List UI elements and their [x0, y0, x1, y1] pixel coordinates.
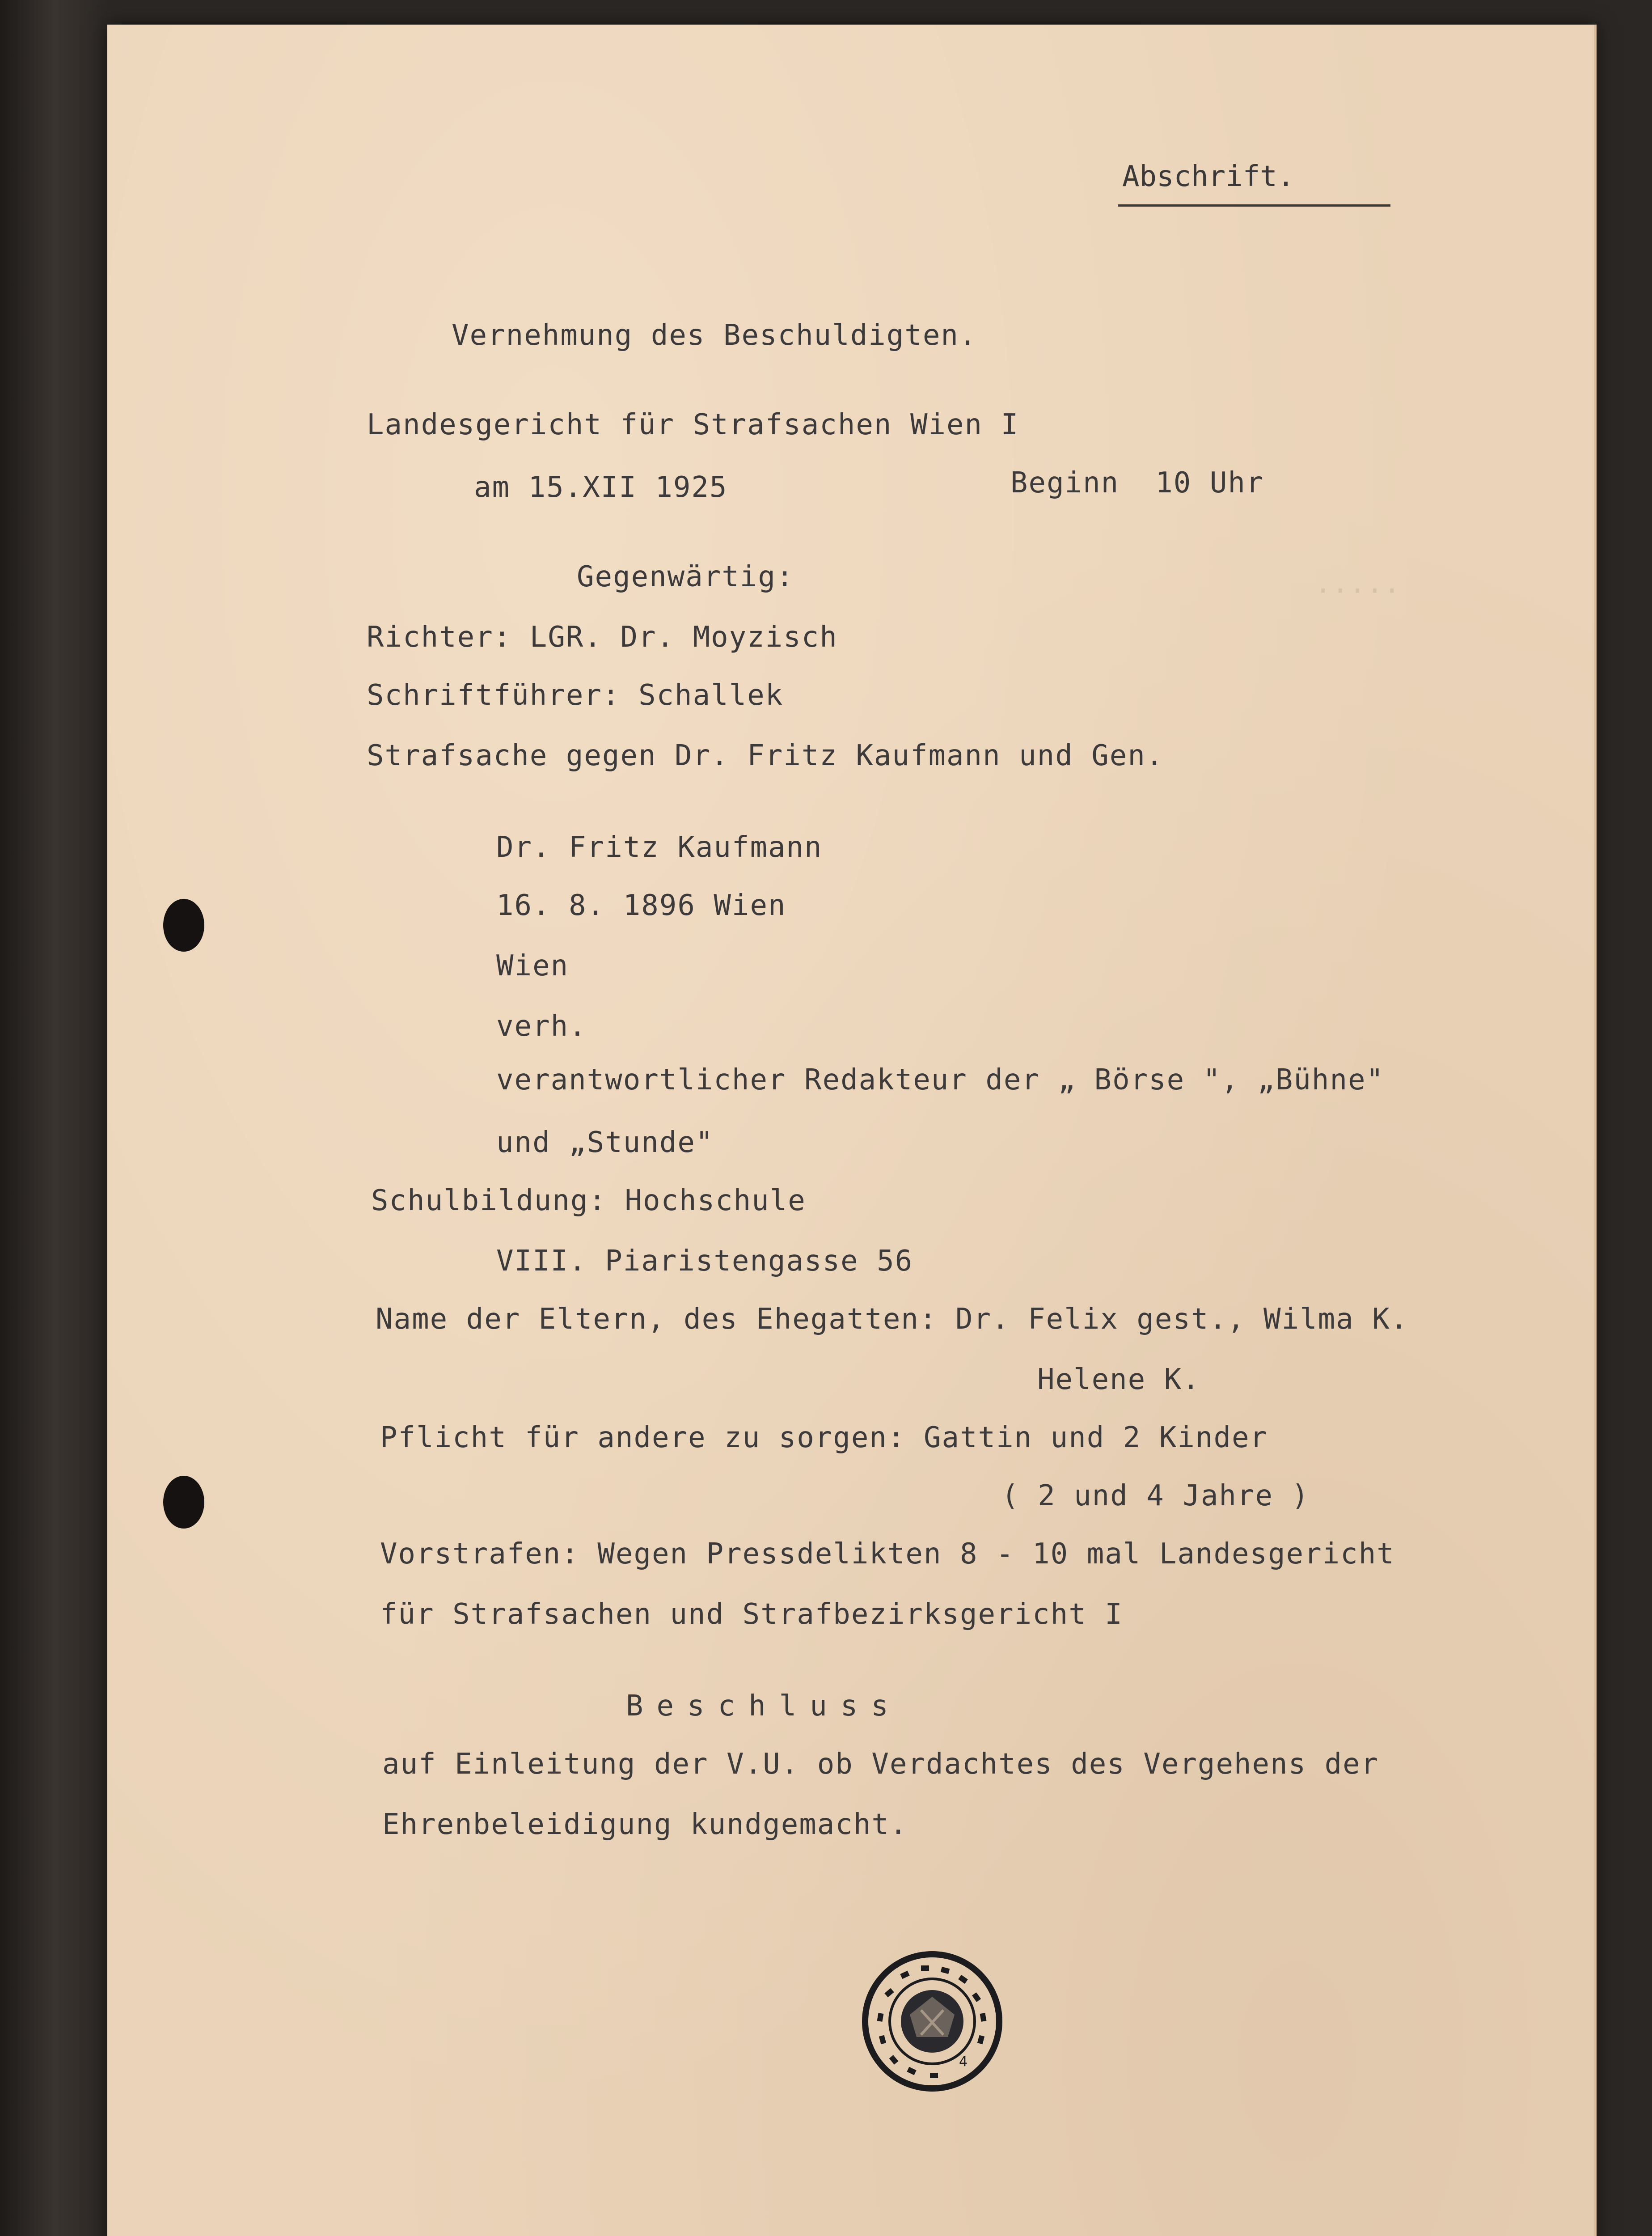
present-heading: Gegenwärtig:	[577, 560, 794, 593]
library-stamp-seal-icon	[858, 1948, 1006, 2095]
prior-convictions-line-2: für Strafsachen und Strafbezirksgericht I	[380, 1598, 1123, 1631]
parents-spouse-line-2: Helene K.	[1037, 1363, 1200, 1396]
duty-of-care-line-1: Pflicht für andere zu sorgen: Gattin und 2 Kinder	[380, 1421, 1268, 1454]
library-stamp	[858, 1948, 1006, 2095]
defendant-education: Schulbildung: Hochschule	[371, 1184, 806, 1217]
defendant-occupation-1: verantwortlicher Redakteur der „ Börse ", „Bühne"	[496, 1063, 1385, 1097]
judge-line: Richter: LGR. Dr. Moyzisch	[367, 621, 838, 654]
document-page	[107, 25, 1597, 2236]
defendant-address: VIII. Piaristengasse 56	[496, 1245, 913, 1278]
copy-label-underline	[1118, 204, 1390, 207]
prior-convictions-line-1: Vorstrafen: Wegen Pressdelikten 8 - 10 mal Landesgericht	[380, 1537, 1395, 1571]
court-name: Landesgericht für Strafsachen Wien I	[367, 408, 1019, 441]
defendant-residence: Wien	[496, 949, 569, 982]
punch-hole-lower	[163, 1476, 204, 1529]
case-line: Strafsache gegen Dr. Fritz Kaufmann und Gen.	[367, 739, 1164, 772]
copy-label: Abschrift.	[1122, 160, 1295, 193]
bleed-through-text: ·····	[1314, 575, 1401, 608]
resolution-line-1: auf Einleitung der V.U. ob Verdachtes des Vergehens der	[382, 1748, 1379, 1781]
resolution-heading: Beschluss	[626, 1690, 902, 1723]
defendant-marital-status: verh.	[496, 1010, 587, 1043]
svg-text:4: 4	[959, 2054, 968, 2070]
hearing-date: am 15.XII 1925	[474, 471, 728, 504]
defendant-occupation-2: und „Stunde"	[496, 1126, 714, 1159]
duty-of-care-line-2: ( 2 und 4 Jahre )	[1001, 1479, 1310, 1512]
resolution-line-2: Ehrenbeleidigung kundgemacht.	[382, 1808, 908, 1841]
document-title: Vernehmung des Beschuldigten.	[452, 319, 977, 352]
clerk-line: Schriftführer: Schallek	[367, 679, 784, 712]
start-time: Beginn 10 Uhr	[1010, 466, 1264, 500]
defendant-birth: 16. 8. 1896 Wien	[496, 889, 786, 922]
defendant-name: Dr. Fritz Kaufmann	[496, 831, 823, 864]
punch-hole-upper	[163, 899, 204, 952]
parents-spouse-line-1: Name der Eltern, des Ehegatten: Dr. Felix gest., Wilma K.	[376, 1303, 1409, 1336]
